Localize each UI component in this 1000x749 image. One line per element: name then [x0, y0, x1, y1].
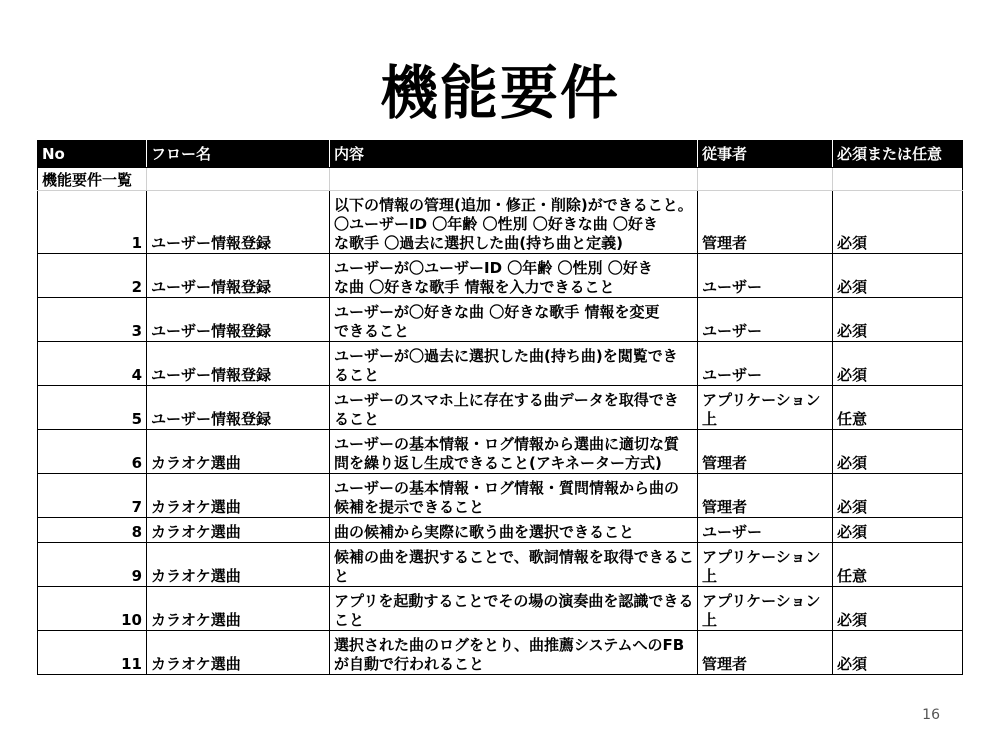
row-content	[330, 386, 698, 430]
row-actor: アプリケーション上	[698, 543, 833, 587]
table-row	[38, 254, 963, 298]
row-content	[330, 298, 698, 342]
header-required: 必須または任意	[833, 141, 963, 168]
header-content: 内容	[330, 141, 698, 168]
row-required: 必須	[833, 342, 963, 386]
row-actor: 管理者	[698, 631, 833, 675]
row-content	[330, 191, 698, 254]
content-line: ユーザーのスマホ上に存在する曲データを取得でき	[334, 391, 679, 409]
row-no: 11	[38, 631, 147, 675]
row-no: 7	[38, 474, 147, 518]
content-line: ユーザーの基本情報・ログ情報から選曲に適切な質	[334, 435, 680, 453]
content-line: 選択された曲のログをとり、曲推薦システムへのFB	[334, 636, 685, 654]
slide-title: 機能要件	[379, 59, 620, 127]
content-line: ること	[334, 366, 380, 384]
content-line: 候補の曲を選択することで、歌詞情報を取得できるこ	[334, 548, 694, 566]
row-required: 必須	[833, 631, 963, 675]
row-no: 5	[38, 386, 147, 430]
row-no: 8	[38, 518, 147, 543]
table-row	[38, 474, 963, 518]
row-content	[330, 631, 698, 675]
content-line: ること	[334, 410, 380, 428]
content-line: ユーザーの基本情報・ログ情報・質問情報から曲の	[334, 479, 680, 497]
row-flow: ユーザー情報登録	[147, 342, 330, 386]
header-no: No	[38, 141, 147, 168]
row-flow: ユーザー情報登録	[147, 298, 330, 342]
row-flow: カラオケ選曲	[147, 631, 330, 675]
table-body	[38, 191, 963, 675]
row-content	[330, 518, 698, 543]
row-required: 必須	[833, 587, 963, 631]
content-line: な曲 〇好きな歌手 情報を入力できること	[334, 278, 615, 296]
row-actor: アプリケーション上	[698, 386, 833, 430]
table-row	[38, 386, 963, 430]
table-row	[38, 430, 963, 474]
content-line: こと	[334, 611, 365, 629]
content-line: 曲の候補から実際に歌う曲を選択できること	[334, 523, 635, 541]
page-number: 16	[922, 707, 940, 723]
header-flow: フロー名	[147, 141, 330, 168]
table-row	[38, 298, 963, 342]
row-actor: ユーザー	[698, 342, 833, 386]
table-row	[38, 587, 963, 631]
row-actor: アプリケーション上	[698, 587, 833, 631]
table-header-row	[38, 141, 963, 168]
row-no: 2	[38, 254, 147, 298]
row-content	[330, 543, 698, 587]
row-no: 6	[38, 430, 147, 474]
row-actor: ユーザー	[698, 518, 833, 543]
row-content	[330, 587, 698, 631]
row-actor: ユーザー	[698, 254, 833, 298]
table-row	[38, 342, 963, 386]
content-line: が自動で行われること	[334, 655, 485, 673]
row-required: 必須	[833, 518, 963, 543]
row-actor: ユーザー	[698, 298, 833, 342]
row-flow: カラオケ選曲	[147, 587, 330, 631]
row-flow: ユーザー情報登録	[147, 254, 330, 298]
row-actor: 管理者	[698, 430, 833, 474]
content-line: 候補を提示できること	[334, 498, 485, 516]
table-row	[38, 543, 963, 587]
table-row	[38, 191, 963, 254]
content-line: ユーザーが〇過去に選択した曲(持ち曲)を閲覧でき	[334, 347, 678, 365]
table-caption-row	[38, 168, 963, 191]
content-line: できること	[334, 322, 410, 340]
row-content	[330, 430, 698, 474]
row-flow: カラオケ選曲	[147, 518, 330, 543]
row-no: 4	[38, 342, 147, 386]
row-required: 必須	[833, 474, 963, 518]
content-line: と	[334, 567, 350, 585]
content-line: ユーザーが〇好きな曲 〇好きな歌手 情報を変更	[334, 303, 660, 321]
content-line: 〇ユーザーID 〇年齢 〇性別 〇好きな曲 〇好き	[334, 215, 658, 233]
row-required: 必須	[833, 254, 963, 298]
row-actor: 管理者	[698, 474, 833, 518]
row-content	[330, 474, 698, 518]
table-row	[38, 631, 963, 675]
header-actor: 従事者	[698, 141, 833, 168]
row-flow: カラオケ選曲	[147, 474, 330, 518]
row-flow: ユーザー情報登録	[147, 386, 330, 430]
row-no: 9	[38, 543, 147, 587]
row-flow: カラオケ選曲	[147, 430, 330, 474]
row-no: 1	[38, 191, 147, 254]
row-required: 必須	[833, 430, 963, 474]
row-content	[330, 254, 698, 298]
table-row	[38, 518, 963, 543]
row-no: 3	[38, 298, 147, 342]
row-actor: 管理者	[698, 191, 833, 254]
content-line: な歌手 〇過去に選択した曲(持ち曲と定義)	[334, 234, 623, 252]
content-line: 以下の情報の管理(追加・修正・削除)ができること。	[334, 196, 693, 214]
row-required: 任意	[833, 386, 963, 430]
row-required: 任意	[833, 543, 963, 587]
row-flow: カラオケ選曲	[147, 543, 330, 587]
row-no: 10	[38, 587, 147, 631]
content-line: ユーザーが〇ユーザーID 〇年齢 〇性別 〇好き	[334, 259, 653, 277]
requirements-table	[37, 140, 963, 675]
table-caption: 機能要件一覧	[38, 168, 147, 191]
row-required: 必須	[833, 298, 963, 342]
row-required: 必須	[833, 191, 963, 254]
content-line: 問を繰り返し生成できること(アキネーター方式)	[334, 454, 662, 472]
content-line: アプリを起動することでその場の演奏曲を認識できる	[334, 592, 694, 610]
row-content	[330, 342, 698, 386]
row-flow: ユーザー情報登録	[147, 191, 330, 254]
